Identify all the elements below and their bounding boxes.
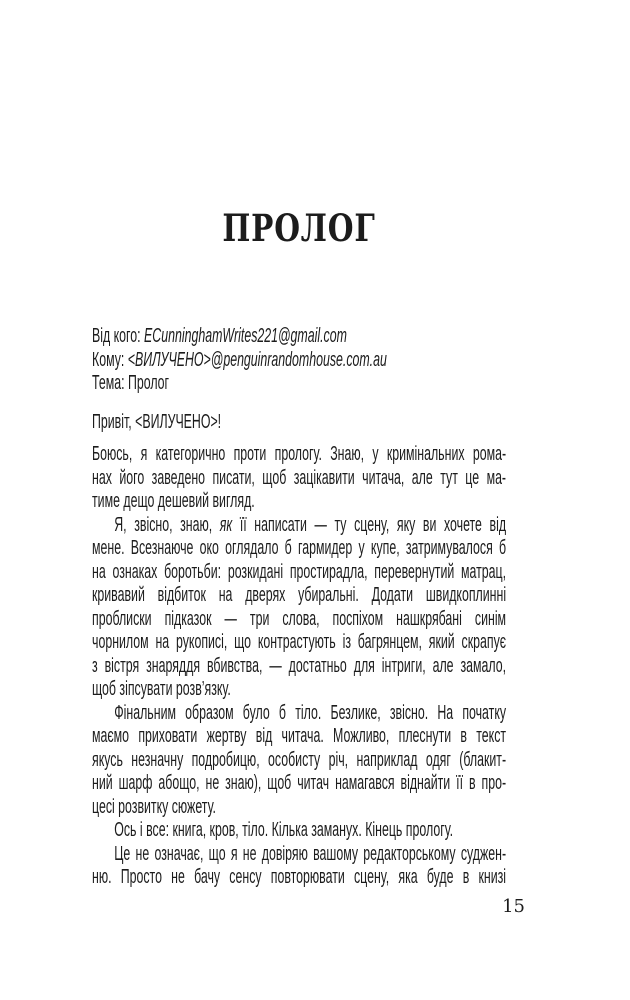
text-line: тиме дещо дешевий вигляд.	[92, 490, 255, 512]
text-line: Тема: Пролог	[92, 372, 170, 394]
italic-segment: як	[219, 513, 233, 536]
text-line: Кому: <ВИЛУЧЕНО>@penguinrandomhouse.com.au	[92, 348, 387, 371]
text-line: маємо приховати жертву від читача. Можливо, плеснути в текст	[92, 725, 507, 747]
text-line: чорнилом на рукописі, що контрастують із багрянцем, який скрапує	[92, 631, 507, 653]
text-column	[92, 325, 506, 890]
text-line: ню. Просто не бачу сенсу повторювати сцену, яка буде в книзі	[92, 866, 507, 888]
italic-segment: ECunninghamWrites221@gmail.com	[144, 325, 347, 347]
text-line: кривавий відбиток на дверях убиральні. Додати швидкоплинні	[92, 584, 507, 606]
text-line: мене. Всезнаюче око оглядало б гармидер у купе, затримувалося б	[92, 537, 507, 559]
text-line: Фінальним образом було б тіло. Безлике, звісно. На початку	[114, 701, 507, 724]
text-line: Від кого: ECunninghamWrites221@gmail.com	[92, 325, 347, 347]
text-line: проблиски підказок — три слова, поспіхом нашкрябані синім	[92, 607, 507, 630]
text-line: на ознаках боротьби: розкидані простирадла, перевернутий матрац,	[92, 560, 507, 583]
chapter-title: ПРОЛОГ	[222, 206, 376, 250]
text-line: Боюсь, я категорично проти прологу. Знаю, у кримінальних рома-	[92, 443, 507, 465]
text-line: Ось і все: книга, кров, тіло. Кілька заманух. Кінець прологу.	[114, 819, 454, 841]
page-number: 15	[502, 896, 525, 917]
italic-segment: <ВИЛУЧЕНО>@penguinrandomhouse.com.au	[127, 348, 387, 371]
text-line: якусь незначну подробицю, особисту річ, наприклад одяг (блакит-	[92, 748, 507, 771]
text-line: ний шарф абощо, не знаю), щоб читач намагався віднайти її в про-	[92, 772, 507, 794]
text-line: Я, звісно, знаю, як її написати — ту сцену, яку ви хочете від	[114, 513, 507, 536]
body-text	[92, 443, 506, 890]
greeting-line: Привіт, <ВИЛУЧЕНО>!	[92, 410, 222, 433]
email-header	[92, 325, 506, 396]
text-line: цесі розвитку сюжету.	[92, 795, 216, 818]
text-line: з вістря знаряддя вбивства, — достатньо для інтриги, але замало,	[92, 654, 507, 677]
text-line: нах його заведено писати, щоб зацікавити читача, але тут це ма-	[92, 466, 507, 489]
text-line: щоб зіпсувати розв’язку.	[92, 678, 231, 700]
text-line: Це не означає, що я не довіряю вашому редакторському суджен-	[114, 842, 507, 865]
